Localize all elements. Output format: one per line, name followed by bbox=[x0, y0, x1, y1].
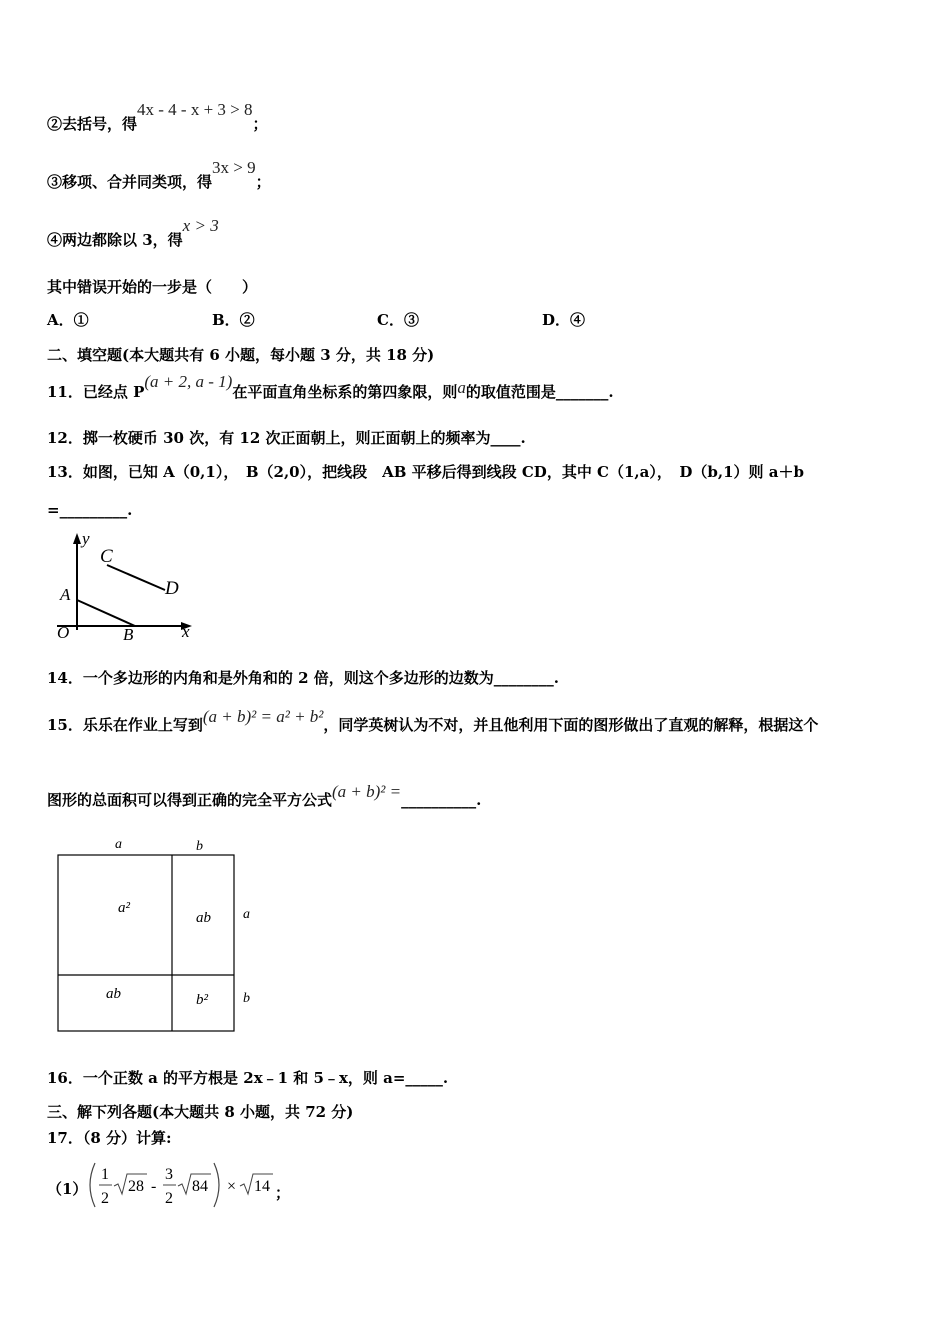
q16: 16．一个正数 a 的平方根是 2x﹣1 和 5﹣x，则 a=_____. bbox=[47, 1069, 449, 1087]
q15-rest: ，同学英树认为不对，并且他利用下面的图形做出了直观的解释，根据这个 bbox=[323, 716, 819, 734]
frac2-den: 2 bbox=[165, 1190, 173, 1207]
q17-part1 bbox=[47, 1160, 367, 1210]
y-label: y bbox=[82, 530, 90, 548]
q17-part1-end: ； bbox=[275, 1184, 291, 1202]
x-label: x bbox=[182, 622, 190, 641]
frac1-den: 2 bbox=[101, 1190, 109, 1207]
step-4-math: x > 3 bbox=[182, 216, 219, 235]
q12: 12．掷一枚硬币 30 次，有 12 次正面朝上，则正面朝上的频率为____. bbox=[47, 429, 526, 447]
q17-part1-label: （1） bbox=[47, 1180, 88, 1198]
right-a-label: a bbox=[243, 907, 250, 922]
square-figure bbox=[45, 832, 270, 1037]
point-c-label: C bbox=[100, 546, 113, 567]
q15-line2 bbox=[47, 782, 482, 810]
section-2-title: 二、填空题(本大题共有 6 小题，每小题 3 分，共 18 分) bbox=[47, 346, 435, 364]
point-b-label: B bbox=[123, 625, 134, 644]
minus-sign: - bbox=[151, 1178, 157, 1195]
segment-ab bbox=[77, 600, 135, 626]
rad3-value: 14 bbox=[254, 1178, 270, 1195]
option-b[interactable]: B．② bbox=[212, 311, 255, 329]
step-3-math: 3x > 9 bbox=[212, 158, 256, 177]
q17-title: 17．（8 分）计算: bbox=[47, 1129, 172, 1147]
point-a-label: A bbox=[60, 585, 71, 604]
step-4-label: ④两边都除以 3，得 bbox=[47, 231, 183, 249]
q11-mid: 在平面直角坐标系的第四象限，则 bbox=[232, 383, 458, 401]
top-a-label: a bbox=[115, 837, 122, 852]
step-2-math: 4x - 4 - x + 3 > 8 bbox=[137, 100, 253, 119]
step-3 bbox=[47, 158, 271, 192]
origin-label: O bbox=[57, 623, 70, 642]
frac2-num: 3 bbox=[165, 1166, 173, 1183]
step-3-end: ； bbox=[255, 173, 271, 191]
q11-num: 11．已经点 P bbox=[47, 383, 145, 401]
rad2-value: 84 bbox=[192, 1178, 208, 1195]
cell-ab-top: ab bbox=[196, 910, 211, 926]
q15-formula2: (a + b)² = bbox=[332, 782, 402, 801]
right-b-label: b bbox=[243, 991, 250, 1006]
q13-line1: 13．如图，已知 A（0,1）， B（2,0），把线段 AB 平移后得到线段 CD，其中 C（1,a）， D（b,1）则 a＋b bbox=[47, 463, 804, 481]
option-d[interactable]: D．④ bbox=[542, 311, 586, 329]
step-2-end: ； bbox=[252, 115, 268, 133]
cell-ab-bottom: ab bbox=[106, 986, 121, 1002]
step-4 bbox=[47, 216, 219, 250]
rad1-value: 28 bbox=[128, 1178, 144, 1195]
point-d-label: D bbox=[165, 578, 179, 599]
times-sign: × bbox=[227, 1178, 237, 1195]
coordinate-figure bbox=[47, 530, 207, 645]
q15-line1 bbox=[47, 707, 819, 735]
q14: 14．一个多边形的内角和是外角和的 2 倍，则这个多边形的边数为________. bbox=[47, 669, 559, 687]
q17-expression bbox=[87, 1160, 327, 1212]
left-paren bbox=[90, 1163, 95, 1207]
cell-a2: a² bbox=[118, 900, 130, 916]
q10-stem: 其中错误开始的一步是（ ） bbox=[47, 278, 258, 296]
q11-end: 的取值范围是_______. bbox=[465, 383, 614, 401]
step-3-label: ③移项、合并同类项，得 bbox=[47, 173, 213, 191]
q15-end: __________. bbox=[401, 791, 482, 809]
q11-var: a bbox=[457, 378, 466, 397]
step-2-label: ②去括号，得 bbox=[47, 115, 138, 133]
q15-line2-text: 图形的总面积可以得到正确的完全平方公式 bbox=[47, 791, 333, 809]
q11 bbox=[47, 372, 614, 402]
option-c[interactable]: C．③ bbox=[377, 311, 419, 329]
q10-options bbox=[47, 310, 707, 330]
y-axis-arrow bbox=[73, 533, 81, 544]
cell-b2: b² bbox=[196, 992, 208, 1008]
frac1-num: 1 bbox=[101, 1166, 109, 1183]
q15-formula: (a + b)² = a² + b² bbox=[202, 707, 324, 726]
section-3-title: 三、解下列各题(本大题共 8 小题，共 72 分) bbox=[47, 1103, 354, 1121]
right-paren bbox=[214, 1163, 219, 1207]
q11-coord: (a + 2, a - 1) bbox=[144, 372, 233, 391]
top-b-label: b bbox=[196, 839, 203, 854]
segment-cd bbox=[107, 565, 165, 590]
q15-start: 15．乐乐在作业上写到 bbox=[47, 716, 203, 734]
option-a[interactable]: A．① bbox=[47, 311, 89, 329]
step-2 bbox=[47, 100, 268, 134]
q13-line2: =_________. bbox=[47, 501, 133, 519]
